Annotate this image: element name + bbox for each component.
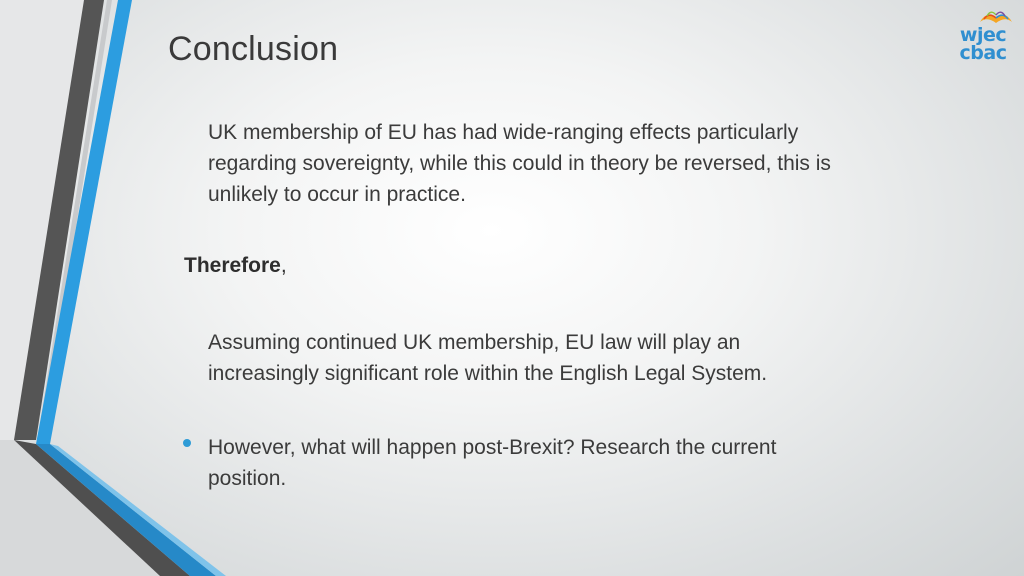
- slide-title: Conclusion: [168, 30, 339, 68]
- therefore-label: [184, 254, 287, 278]
- therefore-bold-text: Therefore: [184, 254, 281, 277]
- bullet-dot-icon: [183, 439, 191, 447]
- open-book-icon: [978, 6, 1014, 26]
- wjec-cbac-logo: [952, 6, 1014, 66]
- paragraph-membership-effects: UK membership of EU has had wide-ranging effects particularly regarding sovereignty, while this could in theory be reversed, this is unlikely to occur in practice.: [208, 121, 831, 206]
- paragraph-continued-membership: Assuming continued UK membership, EU law will play an increasingly significant role within the English Legal System.: [208, 331, 768, 385]
- logo-text-cbac: cbac: [959, 42, 1007, 64]
- bullet-item-post-brexit: However, what will happen post-Brexit? Research the current position.: [208, 436, 777, 490]
- logo-text-wjec: wjec: [959, 24, 1007, 46]
- therefore-comma: ,: [280, 254, 287, 277]
